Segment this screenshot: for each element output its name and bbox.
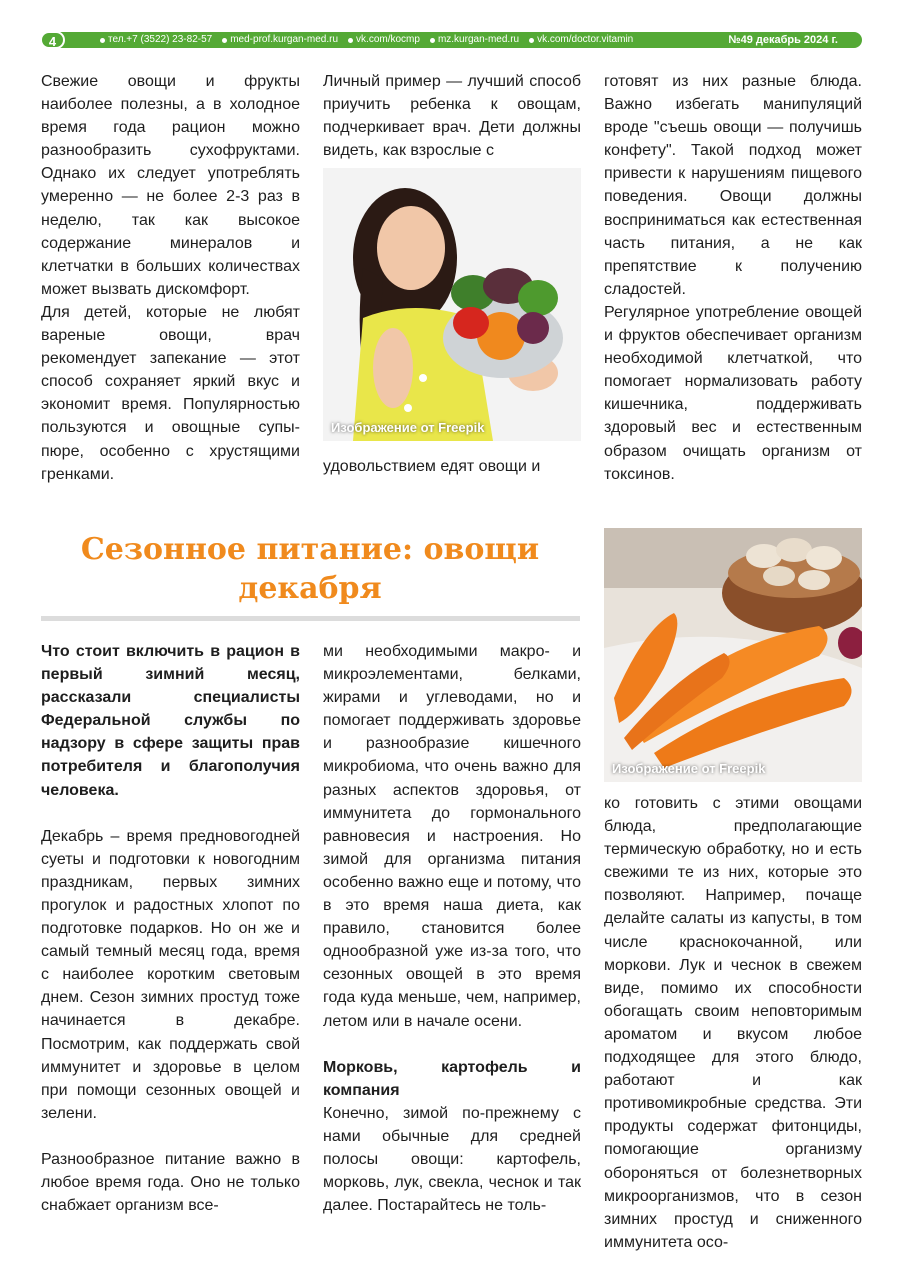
article-subheading: Морковь, картофель и компания (323, 1058, 581, 1099)
bullet-icon (100, 38, 105, 43)
article-column-1 (41, 640, 300, 1217)
article-column-2 (323, 640, 581, 1217)
bullet-icon (222, 38, 227, 43)
page-header (40, 32, 862, 48)
bullet-icon (529, 38, 534, 43)
page-number: 4 (40, 31, 65, 49)
paragraph: ми необходимыми макро- и микроэлементами, белками, жирами и углеводами, но и помогает поддерживать здоровье и разнообразие кишечного микробиома, что очень важно для разных аспектов здоровья, от иммунитета до гормонального равновесия и настроения. Но зимой для организма питания особенно важно еще и потому, что в это время наша диета, как правило, становится более однообразной уже из-за того, что сезонных овощей в это время года куда меньше, чем, например, летом или в начале осени. (323, 643, 581, 1030)
article-lead: Что стоит включить в рацион в первый зимний месяц, рассказали специалисты Федеральной службы по надзору в сфере защиты прав потребителя и благополучия человека. (41, 643, 300, 799)
paragraph: Декабрь – время предновогодней суеты и подготовки к новогодним праздникам, первых зимних прогулок и радостных хлопот по подготовке подарков. Но он же и самый темный месяц года, время с наиболее коротким световым днем. Сезон зимних простуд тоже начинается в декабре. Посмотрим, как поддержать свой иммунитет и здоровье в целом при помощи сезонных овощей и зелени. (41, 827, 300, 1122)
image-credit: Изображение от Freepik (612, 761, 766, 776)
girl-photo-illustration (323, 168, 581, 441)
contact-site-med-prof[interactable] (222, 32, 338, 48)
image-credit: Изображение от Freepik (331, 420, 485, 435)
contact-vk-kocmp[interactable] (348, 32, 420, 48)
top-column-2 (323, 70, 581, 162)
girl-with-vegetables-photo (323, 168, 581, 441)
paragraph: Личный пример — лучший способ приучить ребенка к овощам, подчеркивает врач. Дети должны видеть, как взрослые с (323, 73, 581, 160)
contact-mz-text: mz.kurgan-med.ru (437, 34, 520, 45)
paragraph: ко готовить с этими овощами блюда, предполагающие термическую обработку, но и есть свежими те из них, которые это позволяют. Например, почаще делайте салаты из капусты, в том числе краснокочанной, или моркови. Лук и чеснок в свежем виде, помимо их способности обогащать своим неповторимым ароматом и вкусом любое подходящее для этого блюдо, работают и как противомикробные средства. Эти продукты содержат фитонциды, помогающие организму обороняться от болезнетворных микроорганизмов, что в сезон зимних простуд и сниженного иммунитета осо- (604, 795, 862, 1251)
bullet-icon (348, 38, 353, 43)
paragraph: Разнообразное питание важно в любое время года. Оно не только снабжает организм все- (41, 1150, 300, 1215)
header-contacts (100, 32, 633, 48)
article-headline: Сезонное питание: овощи декабря (80, 532, 540, 606)
contact-site-text: med-prof.kurgan-med.ru (230, 34, 339, 45)
top-column-3 (604, 70, 862, 486)
contact-phone (100, 32, 212, 48)
contact-vk-text: vk.com/kocmp (356, 34, 420, 45)
top-column-2-continued (323, 455, 581, 478)
contact-vk-doctor-text: vk.com/doctor.vitamin (537, 34, 634, 45)
paragraph: Свежие овощи и фрукты наиболее полезны, а в холодное время года рацион можно разнообразить сухофруктами. Однако их следует употреблять умеренно — не более 2-3 раз в неделю, так как высокое содержание минералов и клетчатки в больших количествах может вызвать дискомфорт. (41, 73, 300, 298)
contact-site-mz[interactable] (430, 32, 519, 48)
paragraph: Регулярное употребление овощей и фруктов обеспечивает организм необходимой клетчаткой, что помогает нормализовать работу кишечника, поддерживать здоровый вес и естественным образом очищать организм от токсинов. (604, 303, 862, 483)
contact-phone-text: тел.+7 (3522) 23-82-57 (108, 34, 213, 45)
paragraph: Для детей, которые не любят вареные овощи, врач рекомендует запекание — этот способ сохраняет яркий вкус и экономит время. Популярностью пользуются и овощные супы-пюре, особенно с хрустящими гренками. (41, 303, 300, 483)
spacer (323, 1033, 581, 1056)
carrots-illustration (604, 528, 862, 782)
spacer (41, 802, 300, 825)
top-column-1 (41, 70, 300, 486)
issue-label: №49 декабрь 2024 г. (728, 34, 838, 46)
paragraph: Конечно, зимой по-прежнему с нами обычные для средней полосы овощи: картофель, морковь, лук, свекла, чеснок и так далее. Постарайтесь не толь- (323, 1104, 581, 1215)
bullet-icon (430, 38, 435, 43)
spacer (41, 1125, 300, 1148)
article-column-3 (604, 792, 862, 1254)
paragraph: готовят из них разные блюда. Важно избегать манипуляций вроде "съешь овощи — получишь конфету". Такой подход может привести к нарушениям пищевого поведения. Овощи должны восприниматься как естественная часть питания, а не как препятствие к получению сладостей. (604, 73, 862, 298)
contact-vk-doctor[interactable] (529, 32, 633, 48)
headline-divider (41, 616, 580, 621)
paragraph: удовольствием едят овощи и (323, 458, 541, 475)
carrots-photo (604, 528, 862, 782)
